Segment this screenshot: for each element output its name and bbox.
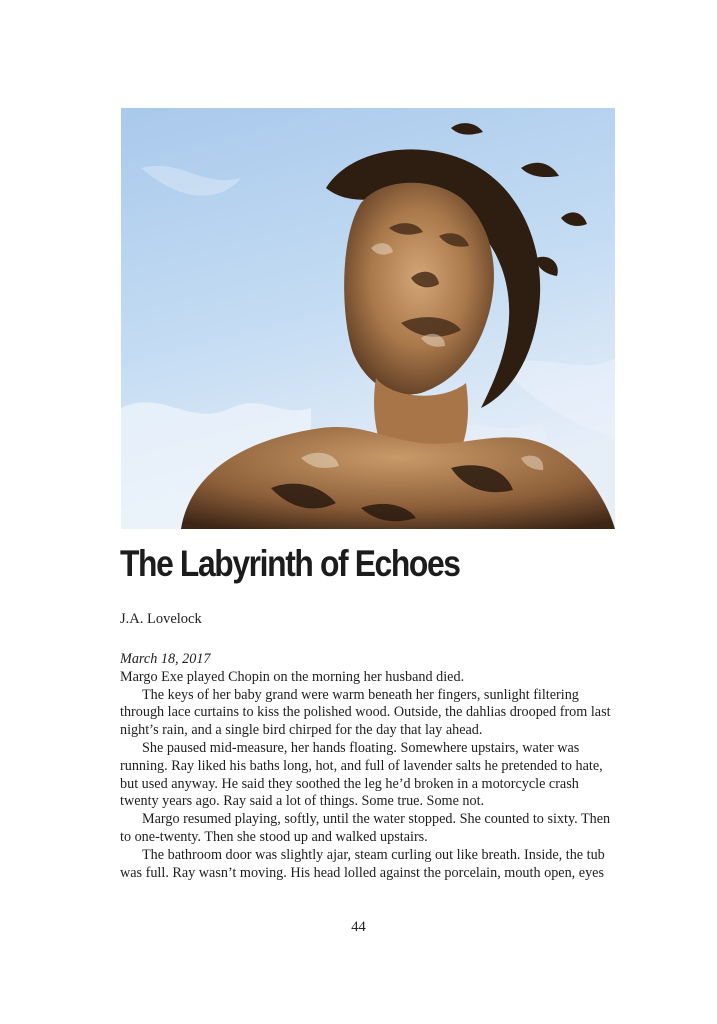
paragraph: The bathroom door was slightly ajar, steam curling out like breath. Inside, the tub was full. Ray wasn’t moving. His head lolled against the porcelain, mouth open, eyes xyxy=(120,846,605,881)
distorted-face-under-water-image xyxy=(121,108,615,529)
page-number: 44 xyxy=(351,919,366,935)
story-body xyxy=(120,651,620,882)
author-name: J.A. Lovelock xyxy=(120,611,202,627)
paragraph: The keys of her baby grand were warm beneath her fingers, sunlight filtering through lace curtains to kiss the polished wood. Outside, the dahlias drooped from last night’s rain, and a single bird chirped for the day that lay ahead. xyxy=(120,686,611,739)
story-title: The Labyrinth of Echoes xyxy=(120,543,460,584)
paragraph: She paused mid-measure, her hands floating. Somewhere upstairs, water was running. Ray liked his baths long, hot, and full of lavender salts he pretended to hate, but used anyway. He said they soothed the leg he’d broken in a motorcycle crash twenty years ago. Ray said a lot of things. Some true. Some not. xyxy=(120,739,603,810)
paragraph: Margo resumed playing, softly, until the water stopped. She counted to sixty. Then to one-twenty. Then she stood up and walked upstairs. xyxy=(120,811,611,845)
story-date: March 18, 2017 xyxy=(120,651,211,667)
paragraph: Margo Exe played Chopin on the morning her husband died. xyxy=(120,668,465,685)
cover-illustration xyxy=(121,108,615,529)
